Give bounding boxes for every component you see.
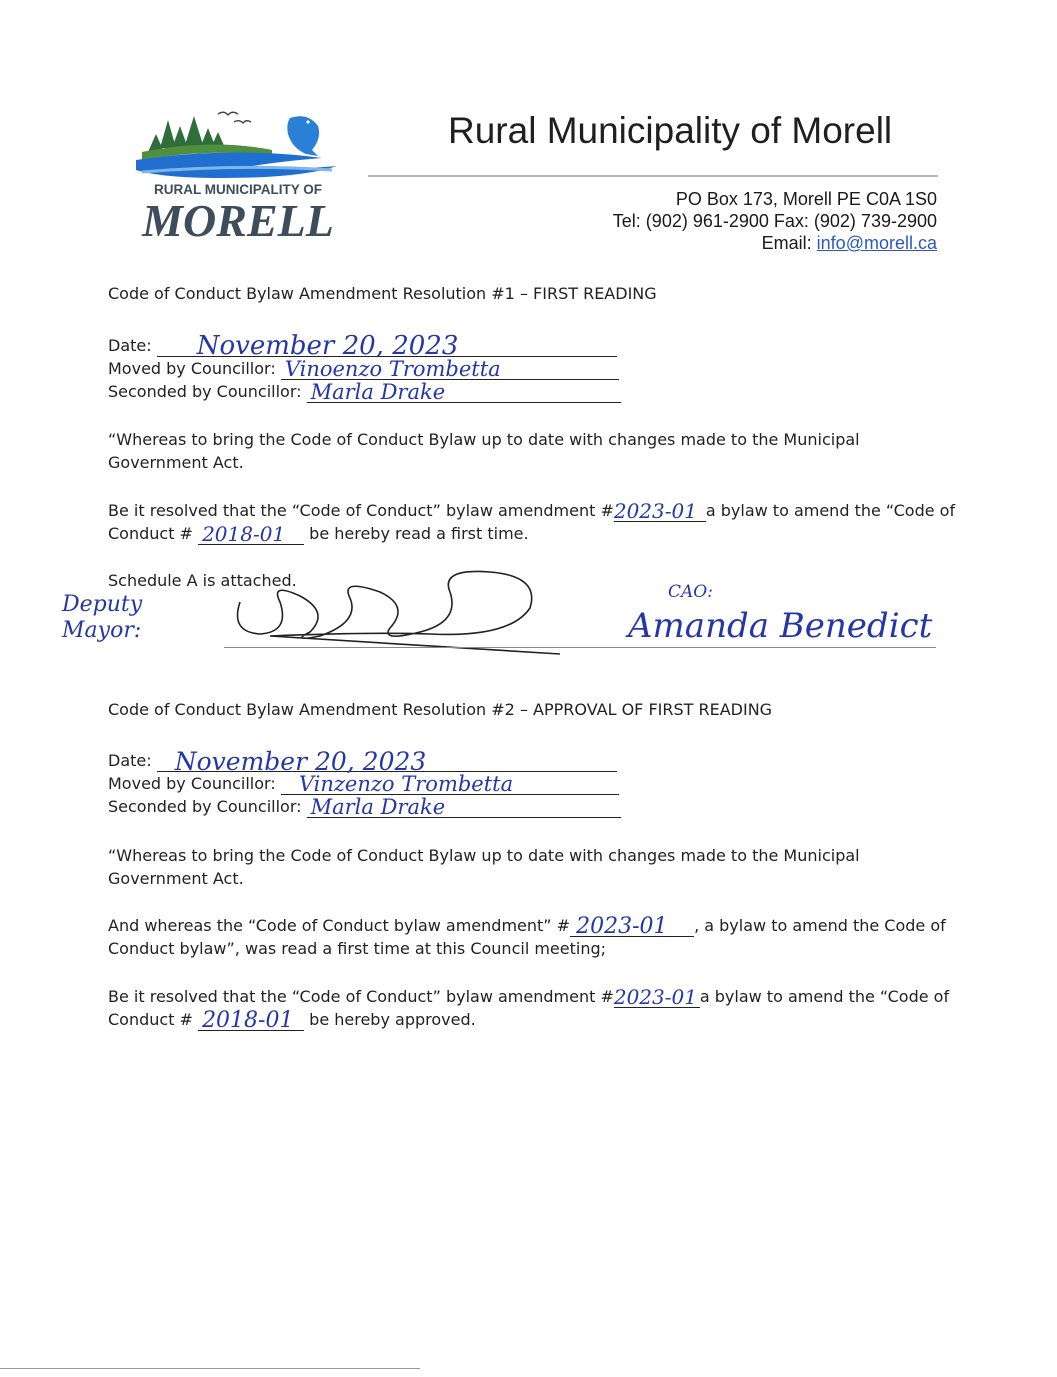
contact-block [613, 188, 937, 254]
r2-date-row [108, 747, 617, 776]
resolution2-heading: Code of Conduct Bylaw Amendment Resolution #2 – APPROVAL OF FIRST READING [108, 700, 773, 719]
r2-date-label: Date: [108, 751, 152, 770]
r2-and-whereas-a: And whereas the “Code of Conduct bylaw amendment” # [108, 916, 571, 935]
r1-resolved-a: Be it resolved that the “Code of Conduct” bylaw amendment # [108, 501, 614, 520]
r2-moved-label: Moved by Councillor: [108, 774, 276, 793]
cao-label: CAO: [668, 582, 713, 602]
r1-seconded-field [307, 382, 621, 403]
cao-signature: Amanda Benedict [628, 606, 933, 646]
email-link[interactable]: info@morell.ca [816, 233, 937, 253]
r2-amendment-field [614, 987, 700, 1008]
r1-moved-value: Vinoenzo Trombetta [284, 357, 501, 381]
r1-date-label: Date: [108, 336, 152, 355]
r2-resolved-a: Be it resolved that the “Code of Conduct” bylaw amendment # [108, 987, 614, 1006]
header-divider [368, 175, 938, 177]
resolution1-heading: Code of Conduct Bylaw Amendment Resolution #1 – FIRST READING [108, 284, 657, 303]
r2-and-whereas-field [570, 916, 694, 937]
r2-seconded-field [307, 797, 621, 818]
r1-moved-field [281, 359, 619, 380]
r2-conduct-no: 2018-01 [202, 1008, 294, 1033]
r2-resolved-line1 [108, 985, 949, 1008]
municipality-logo [122, 108, 354, 248]
address: PO Box 173, Morell PE C0A 1S0 [675, 189, 937, 209]
r1-resolved-d: be hereby read a first time. [309, 524, 529, 543]
r1-schedule: Schedule A is attached. [108, 571, 297, 590]
r1-seconded-label: Seconded by Councillor: [108, 382, 302, 401]
deputy-mayor-signature [210, 562, 570, 666]
r2-and-whereas-b: , a bylaw to amend the Code of [694, 916, 946, 935]
r1-moved-row [108, 357, 619, 380]
r1-date-row [108, 331, 617, 361]
phone-fax: Tel: (902) 961-2900 Fax: (902) 739-2900 [612, 211, 937, 231]
r1-whereas-line2: Government Act. [108, 453, 244, 472]
r2-resolved-c: Conduct # [108, 1010, 193, 1029]
logo-line1: RURAL MUNICIPALITY OF [154, 182, 322, 197]
r2-moved-field [281, 774, 619, 795]
r2-and-whereas-no: 2023-01 [576, 914, 668, 939]
r1-date-value: November 20, 2023 [196, 331, 459, 361]
r2-date-value: November 20, 2023 [174, 747, 427, 776]
logo-line2: MORELL [142, 195, 334, 246]
r2-moved-row [108, 772, 619, 795]
r1-moved-label: Moved by Councillor: [108, 359, 276, 378]
r2-amendment-no: 2023-01 [613, 985, 697, 1009]
r1-conduct-no: 2018-01 [202, 522, 286, 546]
r1-resolved-line2 [108, 522, 529, 545]
r1-seconded-row [108, 380, 621, 403]
r2-moved-value: Vinzenzo Trombetta [298, 772, 514, 796]
r1-resolved-b: a bylaw to amend the “Code of [705, 501, 956, 520]
r2-resolved-line2 [108, 1008, 476, 1031]
r2-conduct-field [198, 1010, 304, 1031]
r2-and-whereas-line2: Conduct bylaw”, was read a first time at this Council meeting; [108, 939, 607, 958]
r2-resolved-b: a bylaw to amend the “Code of [699, 987, 950, 1006]
r2-whereas-line2: Government Act. [108, 869, 244, 888]
r1-resolved-c: Conduct # [108, 524, 193, 543]
email-label: Email: [761, 233, 812, 253]
logo-graphic [122, 108, 354, 248]
r2-whereas-line1: “Whereas to bring the Code of Conduct Bylaw up to date with changes made to the Municipal [108, 846, 860, 865]
r2-resolved-d: be hereby approved. [309, 1010, 476, 1029]
r2-seconded-value: Marla Drake [310, 795, 446, 819]
deputy-mayor-label: Deputy Mayor: [62, 592, 143, 643]
signature-line [224, 647, 936, 648]
r1-seconded-value: Marla Drake [310, 380, 446, 404]
r2-seconded-label: Seconded by Councillor: [108, 797, 302, 816]
r1-resolved-line1 [108, 499, 955, 522]
r1-conduct-field [198, 524, 304, 545]
r2-and-whereas-line1 [108, 914, 946, 937]
page-title: Rural Municipality of Morell [448, 110, 893, 151]
r1-amendment-field [614, 501, 706, 522]
r1-amendment-no: 2023-01 [613, 499, 697, 523]
r1-date-field [157, 331, 617, 361]
r1-whereas-line1: “Whereas to bring the Code of Conduct Bylaw up to date with changes made to the Municipal [108, 430, 860, 449]
scan-edge-line [0, 1368, 420, 1369]
email-row [613, 232, 937, 254]
r2-date-field [157, 747, 617, 776]
r2-seconded-row [108, 795, 621, 818]
